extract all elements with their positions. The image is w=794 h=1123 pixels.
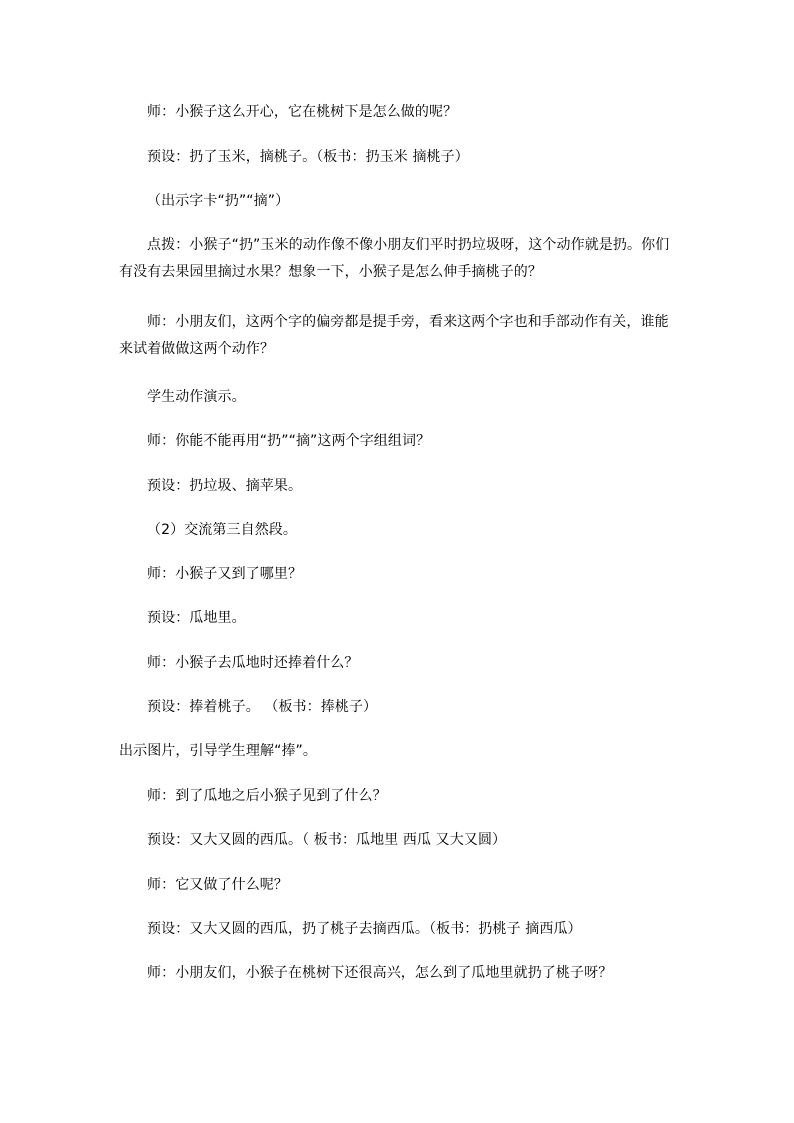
paragraph-preset-holding-peach: 预设：捧着桃子。 （板书：捧桃子） <box>147 699 378 715</box>
paragraph-teacher-hand-radical: 师：小朋友们，这两个字的偏旁都是提手旁，看来这两个字也和手部动作有关，谁能来试着做做这两个动作？ <box>119 314 669 357</box>
paragraph-preset-answer-corn: 预设：扔了玉米，摘桃子。（板书：扔玉米 摘桃子） <box>147 149 469 165</box>
paragraph-preset-threw-peach: 预设：又大又圆的西瓜，扔了桃子去摘西瓜。（板书：扔桃子 摘西瓜） <box>147 921 582 937</box>
paragraph-guidance-throw-pick: 点拨：小猴子“扔”玉米的动作像不像小朋友们平时扔垃圾呀，这个动作就是扔。你们有没有去果园里摘过水果？想象一下，小猴子是怎么伸手摘桃子的？ <box>119 237 670 280</box>
paragraph-teacher-holding: 师：小猴子去瓜地时还捧着什么？ <box>147 655 359 671</box>
paragraph-preset-words: 预设：扔垃圾、摘苹果。 <box>147 478 303 494</box>
paragraph-show-word-cards: （出示字卡“扔”“摘”） <box>147 193 290 209</box>
paragraph-teacher-where: 师：小猴子又到了哪里？ <box>147 566 303 582</box>
paragraph-teacher-what-did: 师：它又做了什么呢？ <box>147 877 288 893</box>
paragraph-preset-big-melon: 预设：又大又圆的西瓜。（ 板书：瓜地里 西瓜 又大又圆） <box>147 832 507 848</box>
paragraph-teacher-why: 师：小朋友们，小猴子在桃树下还很高兴，怎么到了瓜地里就扔了桃子呀？ <box>147 965 613 981</box>
paragraph-section-third-paragraph: （2）交流第三自然段。 <box>147 522 298 538</box>
paragraph-teacher-what-seen: 师：到了瓜地之后小猴子见到了什么？ <box>147 788 387 804</box>
paragraph-show-picture: 出示图片，引导学生理解“捧”。 <box>119 743 318 759</box>
paragraph-teacher-make-words: 师：你能不能再用“扔”“摘”这两个字组组词？ <box>147 433 431 449</box>
paragraph-preset-melon-field: 预设：瓜地里。 <box>147 610 246 626</box>
paragraph-teacher-question-peach-tree: 师：小猴子这么开心，它在桃树下是怎么做的呢？ <box>147 104 458 120</box>
paragraph-student-demo: 学生动作演示。 <box>147 389 246 405</box>
